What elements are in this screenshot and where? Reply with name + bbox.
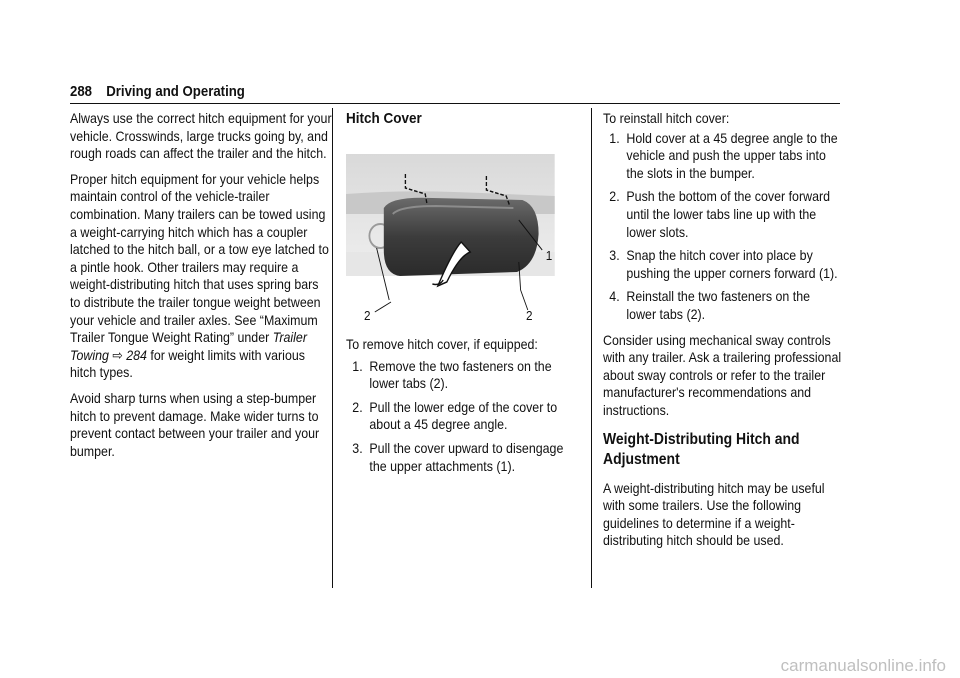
step-text: Snap the hitch cover into place by pushing the upper corners forward (1). [626, 248, 838, 281]
page-header [70, 83, 748, 105]
step-text: Reinstall the two fasteners on the lower tabs (2). [626, 289, 811, 322]
paragraph-sharp-turns: Avoid sharp turns when using a step-bumper hitch to prevent damage. Make wider turns to prevent contact between your trailer and your bumper. [70, 390, 320, 459]
step-number: 2. [609, 189, 620, 205]
paragraph-hitch-equipment: Always use the correct hitch equipment for your vehicle. Crosswinds, large trucks going by, and rough roads can affect the trailer and the hitch. [70, 111, 332, 162]
header-rule [70, 103, 840, 104]
section-title: Driving and Operating [106, 83, 245, 100]
reinstall-intro: To reinstall hitch cover: [603, 111, 730, 126]
step-text: Pull the cover upward to disengage the upper attachments (1). [369, 440, 564, 474]
step-number: 3. [352, 440, 363, 456]
remove-intro: To remove hitch cover, if equipped: [346, 337, 538, 352]
column-divider-1 [332, 108, 333, 588]
step-number: 3. [609, 248, 620, 264]
reinstall-step-4 [603, 288, 843, 323]
step-number: 1. [609, 130, 620, 146]
step-text: Push the bottom of the cover forward until the lower tabs line up with the lower slots. [626, 189, 831, 240]
trailer-towing-link[interactable]: Trailer Towing [70, 330, 307, 363]
paragraph-weight-distributing: A weight-distributing hitch may be useful with some trailers. Use the following guidelines to determine if a weight-distributing hitch should be used. [603, 480, 825, 549]
paragraph-sway-controls: Consider using mechanical sway controls with any trailer. Ask a trailering professional about sway controls or refer to the trailer manufacturer's recommendations and instructions. [603, 332, 842, 418]
paragraph-proper-hitch-end: for weight limits with various hitch types. [70, 347, 305, 381]
column-3 [603, 110, 843, 558]
remove-steps-list [346, 358, 582, 476]
step-number: 1. [352, 358, 363, 374]
step-number: 4. [609, 289, 620, 305]
paragraph-proper-hitch [70, 171, 332, 382]
step-text: Remove the two fasteners on the lower tabs (2). [369, 358, 552, 392]
weight-distributing-heading: Weight-Distributing Hitch and Adjustment [603, 430, 800, 468]
remove-step-2 [346, 399, 582, 434]
reinstall-step-1 [603, 130, 843, 183]
callout-2-right: 2 [526, 308, 533, 324]
reinstall-step-3 [603, 247, 843, 282]
step-number: 2. [352, 399, 363, 415]
reinstall-steps-list [603, 130, 843, 324]
page-number: 288 [70, 83, 93, 100]
column-1 [70, 110, 332, 468]
remove-step-3 [346, 440, 582, 475]
column-divider-2 [591, 108, 592, 588]
remove-step-1 [346, 358, 582, 393]
callout-2-left: 2 [364, 308, 371, 324]
callout-1: 1 [545, 248, 553, 264]
column-2 [346, 110, 582, 483]
hitch-cover-illustration [346, 134, 555, 324]
hitch-cover-heading: Hitch Cover [346, 110, 422, 127]
step-text: Pull the lower edge of the cover to about a 45 degree angle. [369, 399, 558, 433]
reinstall-step-2 [603, 188, 843, 241]
hitch-cover-drawing [346, 134, 555, 324]
page-ref-link[interactable]: ⇨ 284 [112, 347, 147, 363]
site-watermark: carmanualsonline.info [780, 656, 946, 675]
paragraph-proper-hitch-text: Proper hitch equipment for your vehicle helps maintain control of the vehicle-trailer combination. Many trailers can be towed using a weight-carrying hitch which has a coupler latched to the hitch ball, or a tow eye latched to a pintle hook. Other trailers may require a weight-distributing hitch that uses spring bars to distribute the trailer tongue weight between your vehicle and trailer axles. See “Maximum Trailer Tongue Weight Rating” under [70, 171, 329, 346]
step-text: Hold cover at a 45 degree angle to the vehicle and push the upper tabs into the slots in the bumper. [626, 130, 838, 181]
